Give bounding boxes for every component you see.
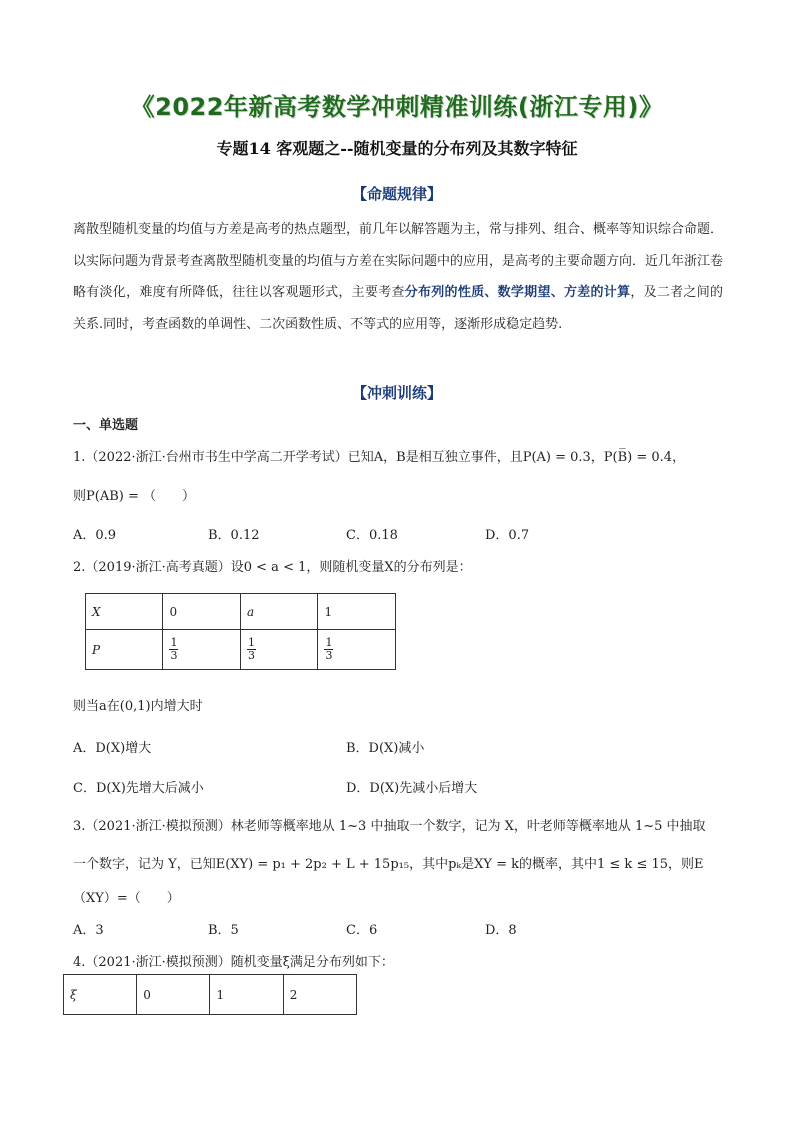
q3-option-d: D．8 [485, 923, 517, 938]
q4-table-cell: ξ [64, 975, 137, 1015]
section-heading-practice: 【冲刺训练】 [351, 384, 442, 402]
q4-table-cell: 2 [283, 975, 356, 1015]
document-title: 《2022年新高考数学冲刺精准训练(浙江专用)》 [130, 93, 664, 121]
q3-line-1: 3.（2021·浙江·模拟预测）林老师等概率地从 1~3 中抽取一个数字，记为 X，叶老师等概率地从 1~5 中抽取 [73, 819, 706, 834]
fraction: $\frac{1}{3}$ [170, 636, 178, 662]
q3-option-a: A．3 [73, 923, 104, 938]
part-label: 一、单选题 [73, 418, 139, 433]
q2-table-cell [240, 630, 318, 670]
q4-distribution-table [63, 974, 357, 1015]
q1-stem: 1.（2022·浙江·台州市书生中学高二开学考试）已知A，B是相互独立事件，且P(A) = 0.3，P(B̅) = 0.4， [73, 450, 686, 465]
q2-table-cell [318, 630, 396, 670]
q2-table-cell: 0 [163, 594, 241, 630]
rules-text-part1: 离散型随机变量的均值与方差是高考的热点题型，前几年以解答题为主，常与排列、组合、概率等知识综合命题．以实际问题为背景考查离散型随机变量的均值与方差在实际问题中的应用，是高考的主要命题方向．近几年浙江卷略有淡化，难度有所降低，往往以客观题形式，主要考查 [73, 222, 724, 300]
q1-option-a: A．0.9 [73, 528, 117, 543]
rules-text-part2: ，及二者之间的关系.同时，考查函数的单调性、二次函数性质、不等式的应用等，逐渐形成稳定趋势. [73, 285, 723, 332]
q3-option-c: C．6 [346, 923, 378, 938]
q2-ask: 则当a在(0,1)内增大时 [73, 699, 203, 714]
q2-table-cell: X [86, 594, 163, 630]
q2-table-cell: 1 [318, 594, 396, 630]
q1-option-d: D．0.7 [485, 528, 530, 543]
q4-table-row-values [64, 975, 357, 1015]
q2-stem: 2.（2019·浙江·高考真题）设0 < a < 1，则随机变量X的分布列是： [73, 560, 472, 575]
q1-option-b: B．0.12 [208, 528, 260, 543]
q2-table-row-values [86, 594, 396, 630]
q3-line-3: （XY）=（ ） [73, 891, 180, 906]
section-heading-rules: 【命题规律】 [351, 185, 442, 203]
q2-option-c: C．D(X)先增大后减小 [73, 781, 204, 796]
fraction: $\frac{1}{3}$ [325, 636, 333, 662]
q3-line-2: 一个数字，记为 Y，已知E(XY) = p₁ + 2p₂ + L + 15p₁₅，其中pₖ是XY = k的概率，其中1 ≤ k ≤ 15，则E [73, 857, 704, 872]
q2-table-row-probabilities [86, 630, 396, 670]
q2-option-d: D．D(X)先减小后增大 [346, 781, 478, 796]
q2-table-cell [163, 630, 241, 670]
q4-table-cell: 1 [210, 975, 283, 1015]
q2-option-b: B．D(X)减小 [346, 741, 425, 756]
q2-option-a: A．D(X)增大 [73, 741, 152, 756]
rules-paragraph [73, 214, 723, 340]
q2-table-cell: a [240, 594, 318, 630]
q3-option-b: B．5 [208, 923, 239, 938]
q1-ask: 则P(AB) = （ ） [73, 489, 195, 504]
q4-stem: 4.（2021·浙江·模拟预测）随机变量ξ满足分布列如下： [73, 955, 394, 970]
document-subtitle: 专题14 客观题之--随机变量的分布列及其数字特征 [216, 139, 578, 158]
rules-text-highlight: 分布列的性质、数学期望、方差的计算 [404, 285, 631, 300]
fraction: $\frac{1}{3}$ [247, 636, 255, 662]
q4-table-cell: 0 [137, 975, 210, 1015]
q2-table-cell: P [86, 630, 163, 670]
q2-distribution-table [85, 593, 396, 670]
q1-option-c: C．0.18 [346, 528, 398, 543]
